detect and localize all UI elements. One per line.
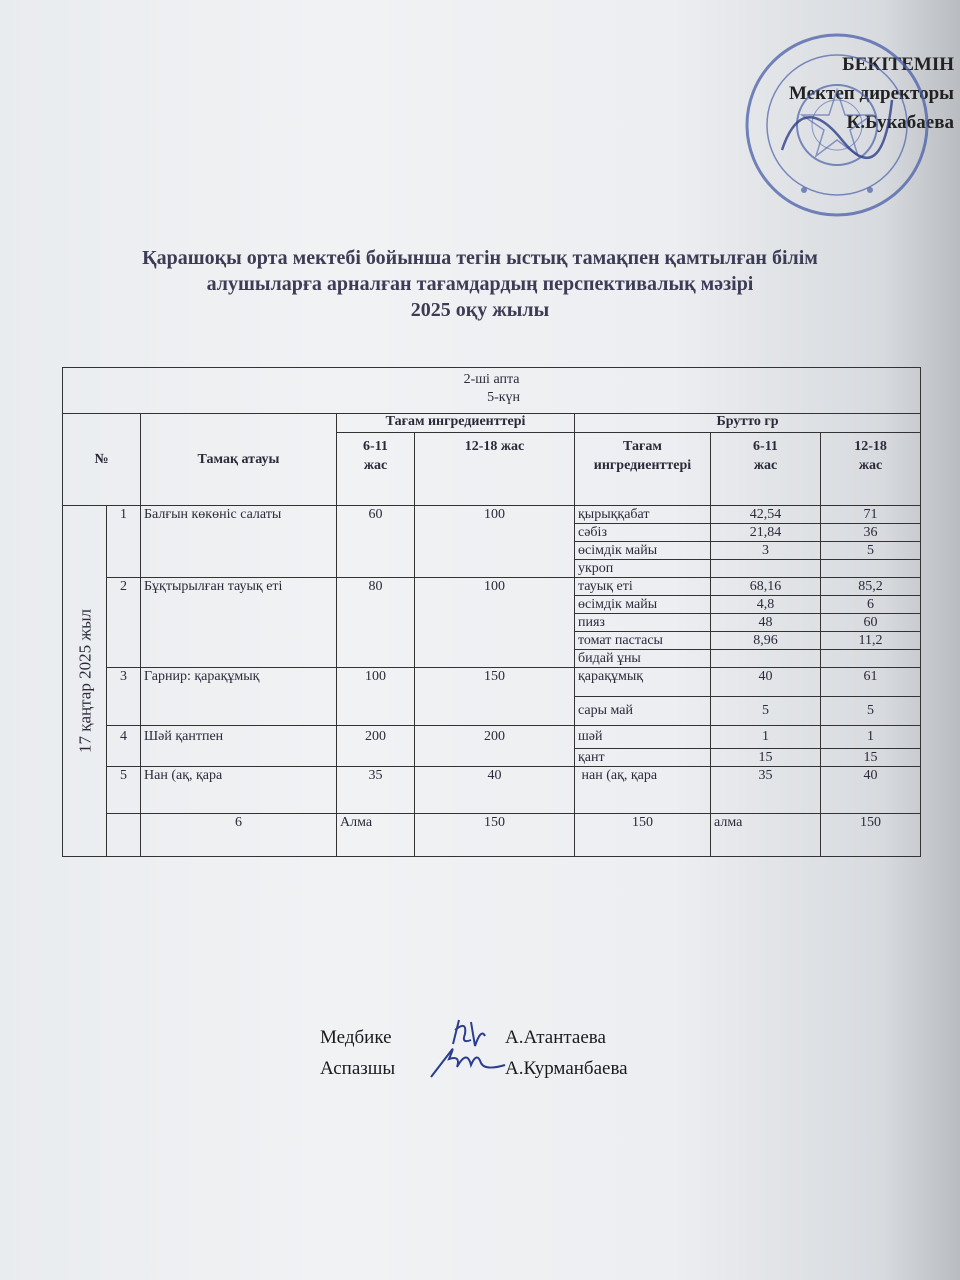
ingredient-name: алма xyxy=(711,814,821,857)
gross-12-18: 1 xyxy=(821,726,921,749)
title-line-1: Қарашоқы орта мектебі бойынша тегін ыстық тамақпен қамтылған білім xyxy=(142,247,818,269)
table-row xyxy=(63,767,921,814)
ingredient-name: шәй xyxy=(575,726,711,749)
ingredient-name: укроп xyxy=(575,560,711,578)
menu-table xyxy=(62,367,921,857)
row-num: 5 xyxy=(107,767,141,814)
header-gross-age-6-11: 6-11 жас xyxy=(711,433,821,506)
signature-role: Аспазшы xyxy=(320,1058,396,1079)
ingredient-name: бидай ұны xyxy=(575,650,711,668)
header-age-6-11: 6-11 жас xyxy=(337,433,415,506)
gross-12-18 xyxy=(821,560,921,578)
title-line-3: 2025 оқу жылы xyxy=(410,299,550,321)
official-seal-stamp xyxy=(742,30,932,220)
gross-6-11: 68,16 xyxy=(711,578,821,596)
dish-name: Бұқтырылған тауық еті xyxy=(141,578,337,668)
gross-12-18: 36 xyxy=(821,524,921,542)
header-gross-group: Брутто гр xyxy=(575,414,921,433)
gross-6-11: 1 xyxy=(711,726,821,749)
ingredient-name: сәбіз xyxy=(575,524,711,542)
week-day-cell xyxy=(63,368,921,414)
ingredient-name: пияз xyxy=(575,614,711,632)
table-row xyxy=(63,578,921,596)
gross-12-18: 61 xyxy=(821,668,921,697)
approval-heading: БЕКІТЕМІН xyxy=(842,54,954,75)
gross-6-11: 35 xyxy=(711,767,821,814)
header-gross-age-12-18: 12-18 жас xyxy=(821,433,921,506)
ingredient-name: томат пастасы xyxy=(575,632,711,650)
portion-6-11: 150 xyxy=(415,814,575,857)
signature-name: А.Атантаева xyxy=(505,1027,606,1048)
approval-name: К.Букабаева xyxy=(846,112,954,133)
portion-12-18: 200 xyxy=(415,726,575,767)
row-num: 3 xyxy=(107,668,141,726)
day-label: 5-күн xyxy=(487,390,521,405)
table-row xyxy=(63,814,921,857)
dish-name: Гарнир: қарақұмық xyxy=(141,668,337,726)
gross-6-11: 42,54 xyxy=(711,506,821,524)
portion-6-11: 60 xyxy=(337,506,415,578)
handwritten-signature-icon xyxy=(425,1041,510,1083)
gross-12-18: 71 xyxy=(821,506,921,524)
gross-12-18 xyxy=(821,650,921,668)
ingredient-name: сары май xyxy=(575,697,711,726)
gross-6-11: 48 xyxy=(711,614,821,632)
dish-name: Алма xyxy=(337,814,415,857)
ingredient-name: қарақұмық xyxy=(575,668,711,697)
dish-name: Шәй қантпен xyxy=(141,726,337,767)
portion-6-11: 80 xyxy=(337,578,415,668)
ingredient-name: нан (ақ, қара xyxy=(575,767,711,814)
header-age-12-18: 12-18 жас xyxy=(415,433,575,506)
gross-12-18: 60 xyxy=(821,614,921,632)
ingredient-name: өсімдік майы xyxy=(575,542,711,560)
gross-12-18: 15 xyxy=(821,749,921,767)
table-header-row-1 xyxy=(63,414,921,433)
empty-date-cell xyxy=(107,814,141,857)
dish-name: Балғын көкөніс салаты xyxy=(141,506,337,578)
portion-6-11: 35 xyxy=(337,767,415,814)
gross-6-11 xyxy=(711,560,821,578)
week-label: 2-ші апта xyxy=(463,372,520,387)
table-row-week xyxy=(63,368,921,414)
signature-name: А.Курманбаева xyxy=(505,1058,628,1079)
row-num: 1 xyxy=(107,506,141,578)
ingredient-name: қырыққабат xyxy=(575,506,711,524)
date-label: 17 қаңтар 2025 жыл xyxy=(75,609,94,753)
portion-12-18: 150 xyxy=(415,668,575,726)
portion-12-18: 150 xyxy=(575,814,711,857)
gross-6-11 xyxy=(711,650,821,668)
gross-12-18: 11,2 xyxy=(821,632,921,650)
portion-12-18: 100 xyxy=(415,578,575,668)
header-num: № xyxy=(63,414,141,506)
gross-6-11: 3 xyxy=(711,542,821,560)
portion-6-11: 100 xyxy=(337,668,415,726)
row-num: 4 xyxy=(107,726,141,767)
document-title xyxy=(40,245,920,323)
ingredient-name: қант xyxy=(575,749,711,767)
gross-6-11: 5 xyxy=(711,697,821,726)
portion-12-18: 100 xyxy=(415,506,575,578)
signature-role: Медбике xyxy=(320,1027,392,1048)
gross-6-11: 4,8 xyxy=(711,596,821,614)
gross-6-11: 150 xyxy=(821,814,921,857)
gross-12-18: 5 xyxy=(821,697,921,726)
table-row xyxy=(63,506,921,524)
header-ingredient-col: Тағам ингредиенттері xyxy=(575,433,711,506)
date-cell xyxy=(63,506,107,857)
ingredient-name: тауық еті xyxy=(575,578,711,596)
table-row xyxy=(63,726,921,749)
header-ingredients-group: Тағам ингредиенттері xyxy=(337,414,575,433)
gross-12-18: 40 xyxy=(821,767,921,814)
row-num: 6 xyxy=(141,814,337,857)
table-row xyxy=(63,668,921,697)
portion-6-11: 200 xyxy=(337,726,415,767)
gross-6-11: 40 xyxy=(711,668,821,697)
dish-name: Нан (ақ, қара xyxy=(141,767,337,814)
gross-6-11: 8,96 xyxy=(711,632,821,650)
row-num: 2 xyxy=(107,578,141,668)
gross-6-11: 21,84 xyxy=(711,524,821,542)
portion-12-18: 40 xyxy=(415,767,575,814)
gross-6-11: 15 xyxy=(711,749,821,767)
gross-12-18: 5 xyxy=(821,542,921,560)
gross-12-18: 6 xyxy=(821,596,921,614)
ingredient-name: өсімдік майы xyxy=(575,596,711,614)
approval-position: Мектеп директоры xyxy=(788,83,954,104)
gross-12-18: 85,2 xyxy=(821,578,921,596)
header-dish: Тамақ атауы xyxy=(141,414,337,506)
title-line-2: алушыларға арналған тағамдардың перспективалық мәзірі xyxy=(206,273,754,295)
